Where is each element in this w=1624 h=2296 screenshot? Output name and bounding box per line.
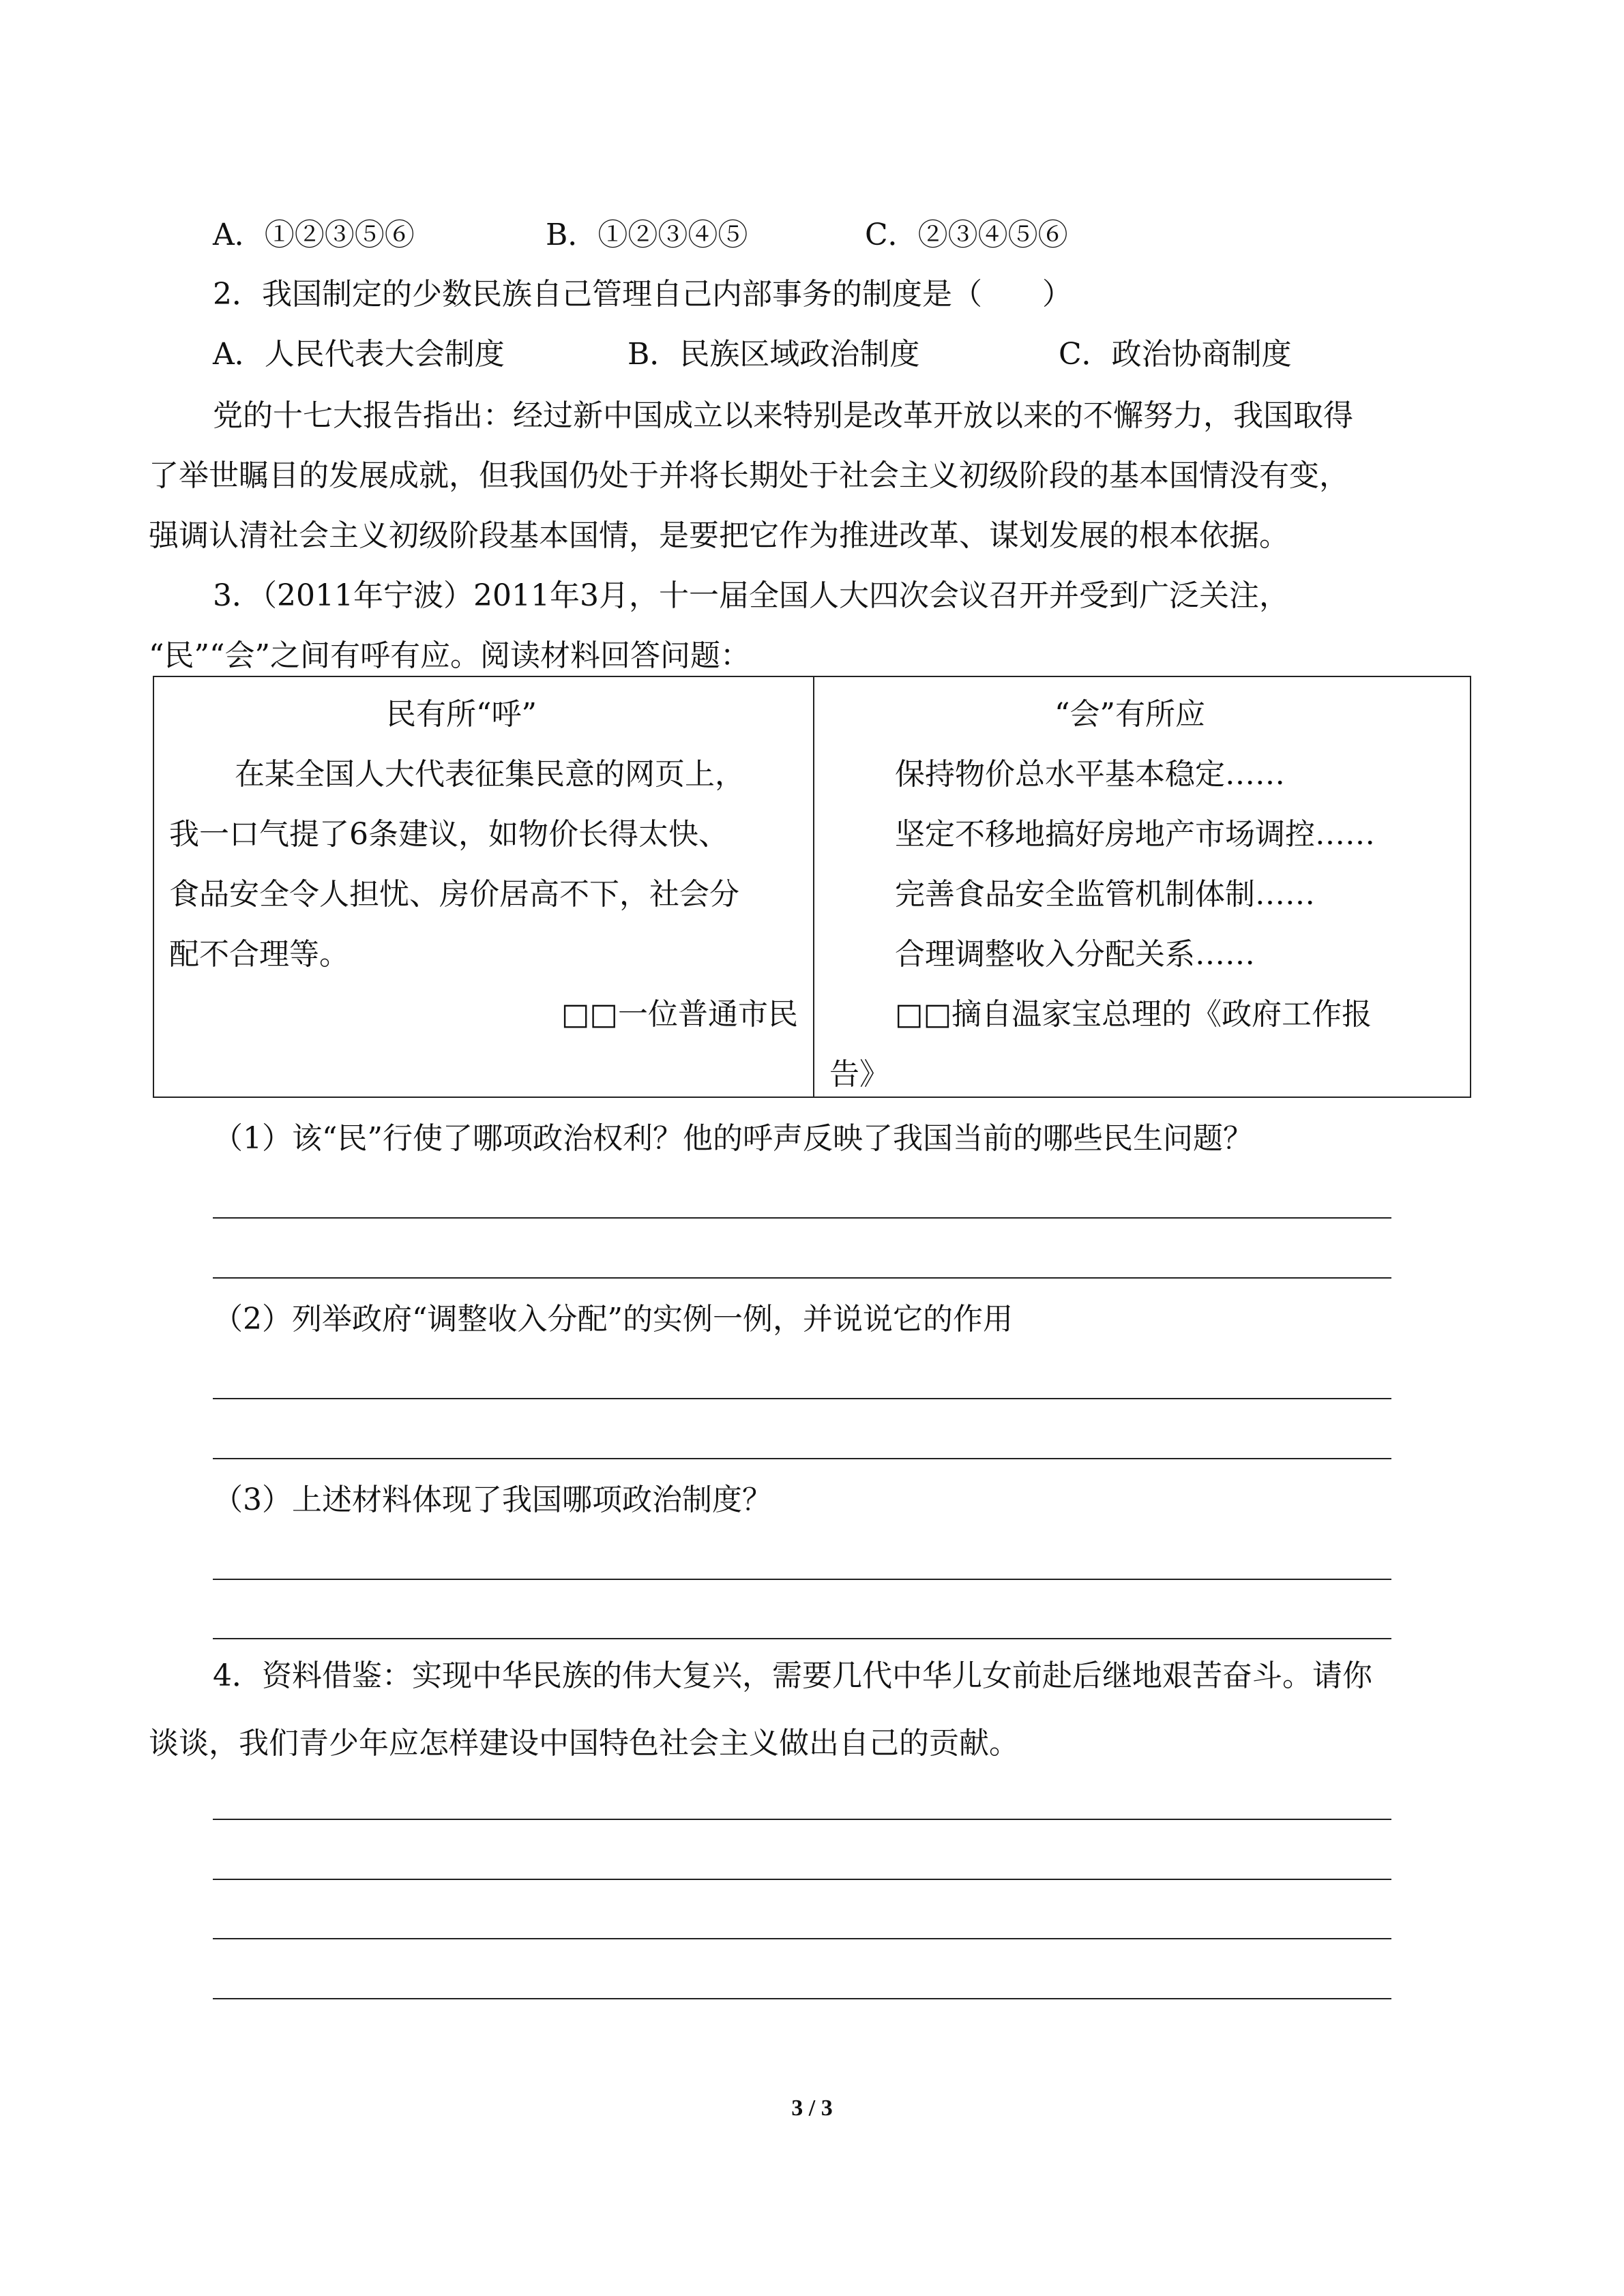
passage-line-3: 强调认清社会主义初级阶段基本国情，是要把它作为推进改革、谋划发展的根本依据。 [149,518,1289,553]
left-cell-signature: □□一位普通市民 [561,997,798,1032]
answer-line[interactable] [213,1458,1391,1459]
answer-line[interactable] [213,1277,1391,1279]
passage-line-2: 了举世瞩目的发展成就，但我国仍处于并将长期处于社会主义初级阶段的基本国情没有变， [149,458,1349,493]
table-cell-government [814,676,1471,1097]
table-cell-citizen [153,676,814,1097]
q1-option-b: B．①②③④⑤ [546,218,748,252]
answer-line[interactable] [213,1579,1391,1580]
page-number: 3 / 3 [791,2096,833,2121]
answer-line[interactable] [213,1879,1391,1880]
left-cell-line-2: 我一口气提了6条建议，如物价长得太快、 [169,817,728,852]
answer-line[interactable] [213,1819,1391,1820]
left-cell-title: 民有所“呼” [386,697,537,732]
left-cell-line-3: 食品安全令人担忧、房价居高不下，社会分 [169,877,739,912]
answer-line[interactable] [213,1998,1391,1999]
q3-material-table [153,676,1471,1098]
q4-stem-line-1: 4．资料借鉴：实现中华民族的伟大复兴，需要几代中华儿女前赴后继地艰苦奋斗。请你 [213,1658,1372,1693]
q2-option-c: C．政治协商制度 [1059,337,1292,372]
right-cell-line-3: 完善食品安全监管机制体制…… [895,877,1315,912]
answer-line[interactable] [213,1217,1391,1219]
q2-option-b: B．民族区域政治制度 [628,337,920,372]
answer-line[interactable] [213,1638,1391,1639]
q2-stem: 2．我国制定的少数民族自己管理自己内部事务的制度是（ ） [213,277,1072,312]
right-cell-line-4: 合理调整收入分配关系…… [895,937,1255,972]
right-cell-line-1: 保持物价总水平基本稳定…… [895,757,1285,792]
q4-stem-line-2: 谈谈，我们青少年应怎样建设中国特色社会主义做出自己的贡献。 [149,1726,1019,1761]
passage-line-1: 党的十七大报告指出：经过新中国成立以来特别是改革开放以来的不懈努力，我国取得 [213,398,1353,433]
right-cell-title: “会”有所应 [1054,697,1205,732]
q3-sub-question-3: （3）上述材料体现了我国哪项政治制度？ [213,1482,772,1517]
right-cell-line-2: 坚定不移地搞好房地产市场调控…… [895,817,1375,852]
q1-option-a: A．①②③⑤⑥ [213,218,415,252]
q1-option-c: C．②③④⑤⑥ [865,218,1068,252]
answer-line[interactable] [213,1398,1391,1399]
answer-line[interactable] [213,1938,1391,1939]
q3-sub-question-2: （2）列举政府“调整收入分配”的实例一例，并说说它的作用 [213,1302,1013,1337]
right-cell-line-5: □□摘自温家宝总理的《政府工作报 [895,997,1372,1032]
q3-stem-line-1: 3．（2011年宁波）2011年3月，十一届全国人大四次会议召开并受到广泛关注， [213,578,1289,613]
right-cell-line-6: 告》 [829,1057,889,1092]
left-cell-line-1: 在某全国人大代表征集民意的网页上， [235,757,745,792]
q3-stem-line-2: “民”“会”之间有呼有应。阅读材料回答问题： [149,638,750,673]
q3-sub-question-1: （1）该“民”行使了哪项政治权利？他的呼声反映了我国当前的哪些民生问题？ [213,1121,1253,1156]
q2-option-a: A．人民代表大会制度 [213,337,505,372]
left-cell-line-4: 配不合理等。 [169,937,349,972]
